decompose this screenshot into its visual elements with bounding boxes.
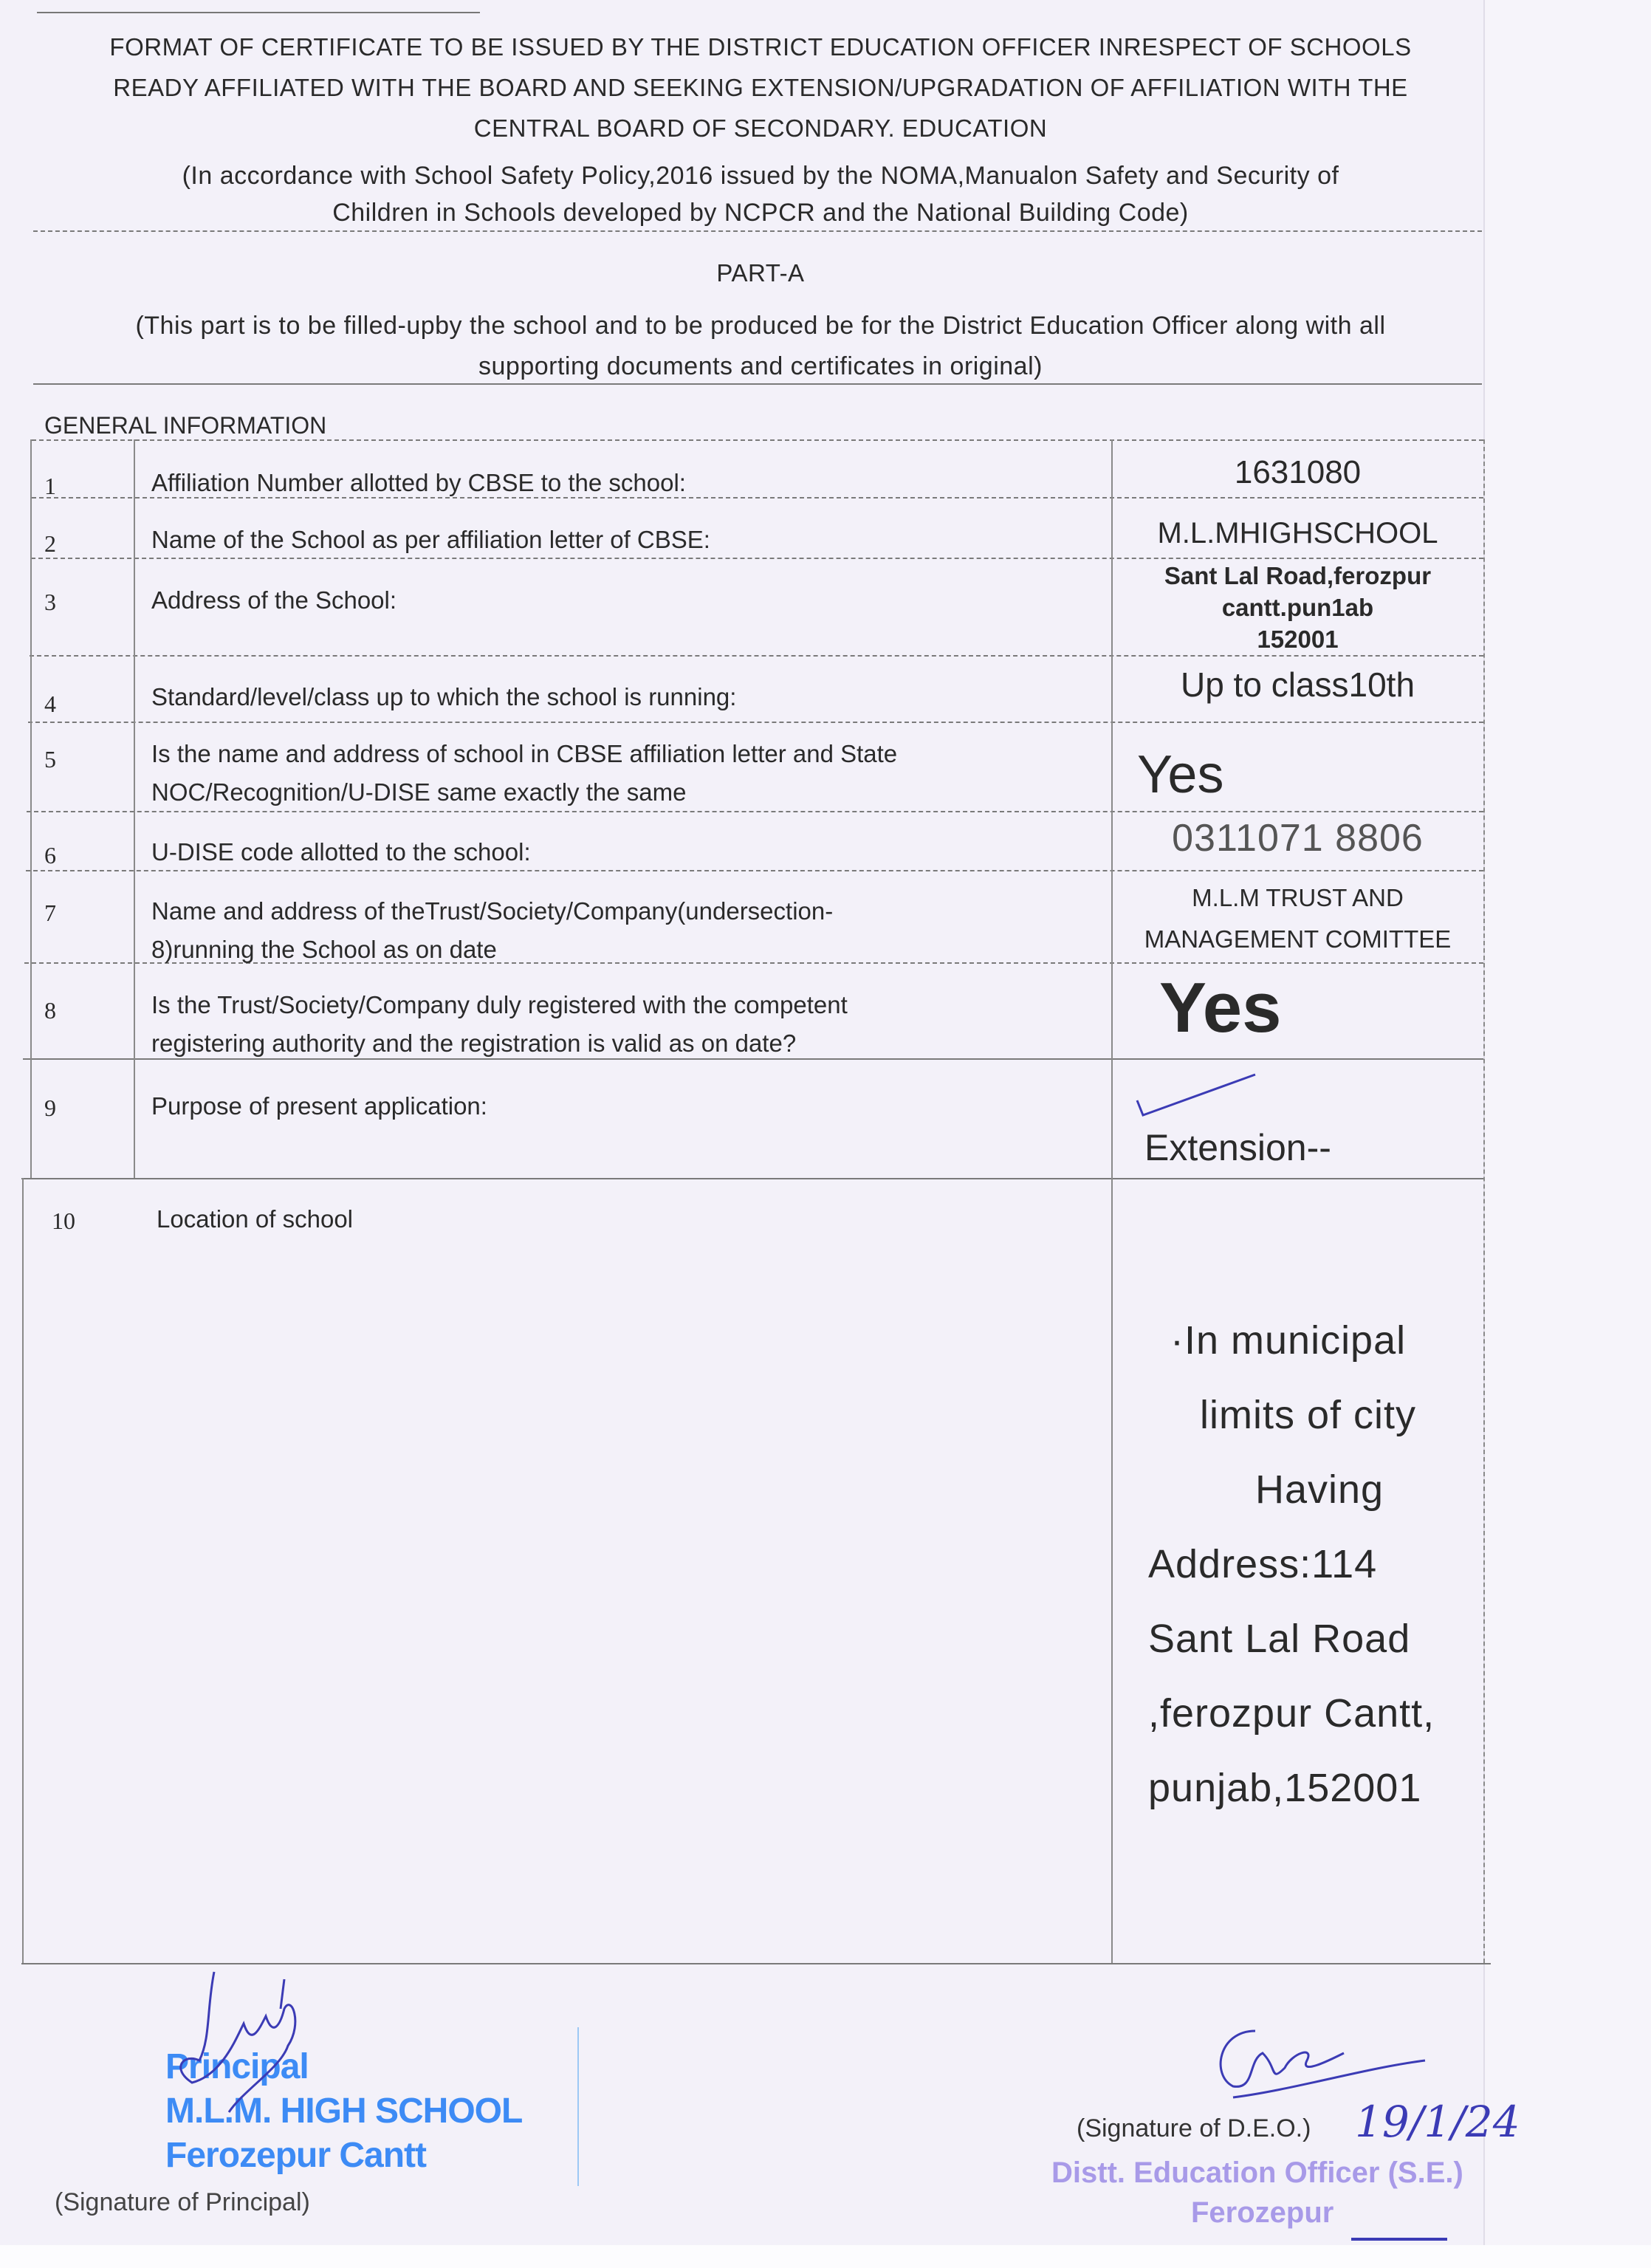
row-label: Name of the School as per affiliation letter of CBSE: [151, 526, 710, 553]
top-rule [37, 12, 480, 13]
row-value [1148, 1303, 1435, 1826]
value-line: ·In municipal [1170, 1318, 1407, 1363]
value-line: limits of city [1200, 1393, 1417, 1437]
row-number: 2 [44, 530, 56, 557]
row-number: 4 [44, 691, 56, 717]
row-value: M.L.MHIGHSCHOOL [1157, 517, 1438, 549]
value-line: cantt.pun1ab [1221, 594, 1374, 621]
section-heading: GENERAL INFORMATION [44, 412, 327, 439]
value-line: 152001 [1257, 626, 1339, 653]
deo-stamp-place: Ferozepur [1191, 2196, 1334, 2229]
label-line: Is the name and address of school in CBSE affiliation letter and State [151, 740, 898, 767]
stamp-border [577, 2027, 579, 2186]
checkmark-icon [1130, 1071, 1263, 1130]
row-label: Address of the School: [151, 586, 397, 614]
part-note-line: (This part is to be filled-upby the school and to be produced be for the District Education Officer along with all [135, 312, 1386, 340]
part-note [44, 306, 1477, 387]
document-title [44, 27, 1477, 148]
table-right-border [1483, 439, 1485, 1963]
label-line: NOC/Recognition/U-DISE same exactly the same [151, 778, 687, 806]
table-rule [28, 722, 1483, 723]
divider [33, 230, 1482, 232]
table-rule [21, 1178, 1483, 1179]
principal-stamp-title: Principal [165, 2047, 309, 2086]
row-number: 8 [44, 997, 56, 1024]
row-value: Up to class10th [1180, 665, 1415, 704]
value-line: Address:114 [1148, 1542, 1378, 1586]
value-line: ,ferozpur Cantt, [1148, 1691, 1435, 1736]
row-value: 0311071 8806 [1172, 817, 1424, 860]
title-line: READY AFFILIATED WITH THE BOARD AND SEEKING EXTENSION/UPGRADATION OF AFFILIATION WITH THE [113, 74, 1408, 101]
row-number: 7 [44, 900, 56, 926]
label-line: Is the Trust/Society/Company duly registered with the competent [151, 991, 848, 1018]
principal-stamp-school: M.L.M. HIGH SCHOOL [165, 2091, 523, 2131]
label-line: 8)running the School as on date [151, 936, 497, 963]
principal-signature-caption: (Signature of Principal) [55, 2188, 310, 2216]
principal-stamp-place: Ferozepur Cantt [165, 2136, 427, 2175]
row-label: Location of school [157, 1205, 354, 1233]
row-number: 9 [44, 1094, 56, 1121]
value-line: Having [1255, 1467, 1384, 1512]
value-column-border [1111, 439, 1113, 1963]
table-left-border [30, 439, 32, 1178]
title-line: FORMAT OF CERTIFICATE TO BE ISSUED BY THE DISTRICT EDUCATION OFFICER INRESPECT OF SCHOOLS [109, 33, 1412, 61]
principal-handwritten-signature [155, 1964, 391, 2156]
row-label: Standard/level/class up to which the school is running: [151, 683, 737, 710]
row-number: 6 [44, 842, 56, 869]
row-number: 10 [52, 1207, 75, 1234]
row-label: Purpose of present application: [151, 1092, 487, 1120]
value-line: punjab,152001 [1148, 1766, 1422, 1810]
row-label: Affiliation Number allotted by CBSE to the school: [151, 469, 686, 496]
number-column-border [134, 439, 135, 1178]
pen-stroke [1351, 2238, 1447, 2241]
row-value [1115, 560, 1480, 655]
deo-handwritten-date: 19/1/24 [1355, 2097, 1520, 2147]
page-bottom-margin [0, 2245, 1651, 2268]
row-label: U-DISE code allotted to the school: [151, 838, 531, 866]
page-right-margin [1483, 0, 1651, 2268]
row-value: 1631080 [1234, 454, 1362, 490]
row-label [151, 892, 1089, 969]
row-value: Extension-- [1144, 1127, 1331, 1168]
row-value [1115, 877, 1480, 960]
part-note-line: supporting documents and certificates in original) [478, 352, 1043, 380]
deo-signature-caption: (Signature of D.E.O.) [1077, 2114, 1311, 2142]
value-line: Sant Lal Road [1148, 1617, 1411, 1661]
subtitle-line: (In accordance with School Safety Policy,2016 issued by the NOMA,Manualon Safety and Security of [182, 162, 1339, 190]
label-line: Name and address of theTrust/Society/Company(undersection- [151, 897, 834, 925]
row-label [151, 986, 1089, 1063]
row-label [151, 735, 1089, 812]
value-line: MANAGEMENT COMITTEE [1144, 925, 1452, 953]
row-value: Yes [1159, 968, 1282, 1047]
row-number: 5 [44, 746, 56, 772]
row-value: Yes [1137, 745, 1224, 804]
deo-stamp-title: Distt. Education Officer (S.E.) [1051, 2156, 1463, 2189]
value-line: Sant Lal Road,ferozpur [1164, 562, 1432, 589]
part-heading: PART-A [716, 259, 805, 287]
divider [33, 383, 1482, 385]
title-line: CENTRAL BOARD OF SECONDARY. EDUCATION [473, 114, 1048, 142]
document-subtitle [44, 157, 1477, 231]
table-rule [32, 439, 1483, 441]
table-left-border [22, 1178, 24, 1963]
subtitle-line: Children in Schools developed by NCPCR and the National Building Code) [332, 199, 1189, 227]
row-number: 1 [44, 473, 56, 499]
row-number: 3 [44, 589, 56, 615]
value-line: M.L.M TRUST AND [1192, 884, 1404, 911]
table-rule [30, 655, 1483, 657]
label-line: registering authority and the registration is valid as on date? [151, 1029, 797, 1057]
